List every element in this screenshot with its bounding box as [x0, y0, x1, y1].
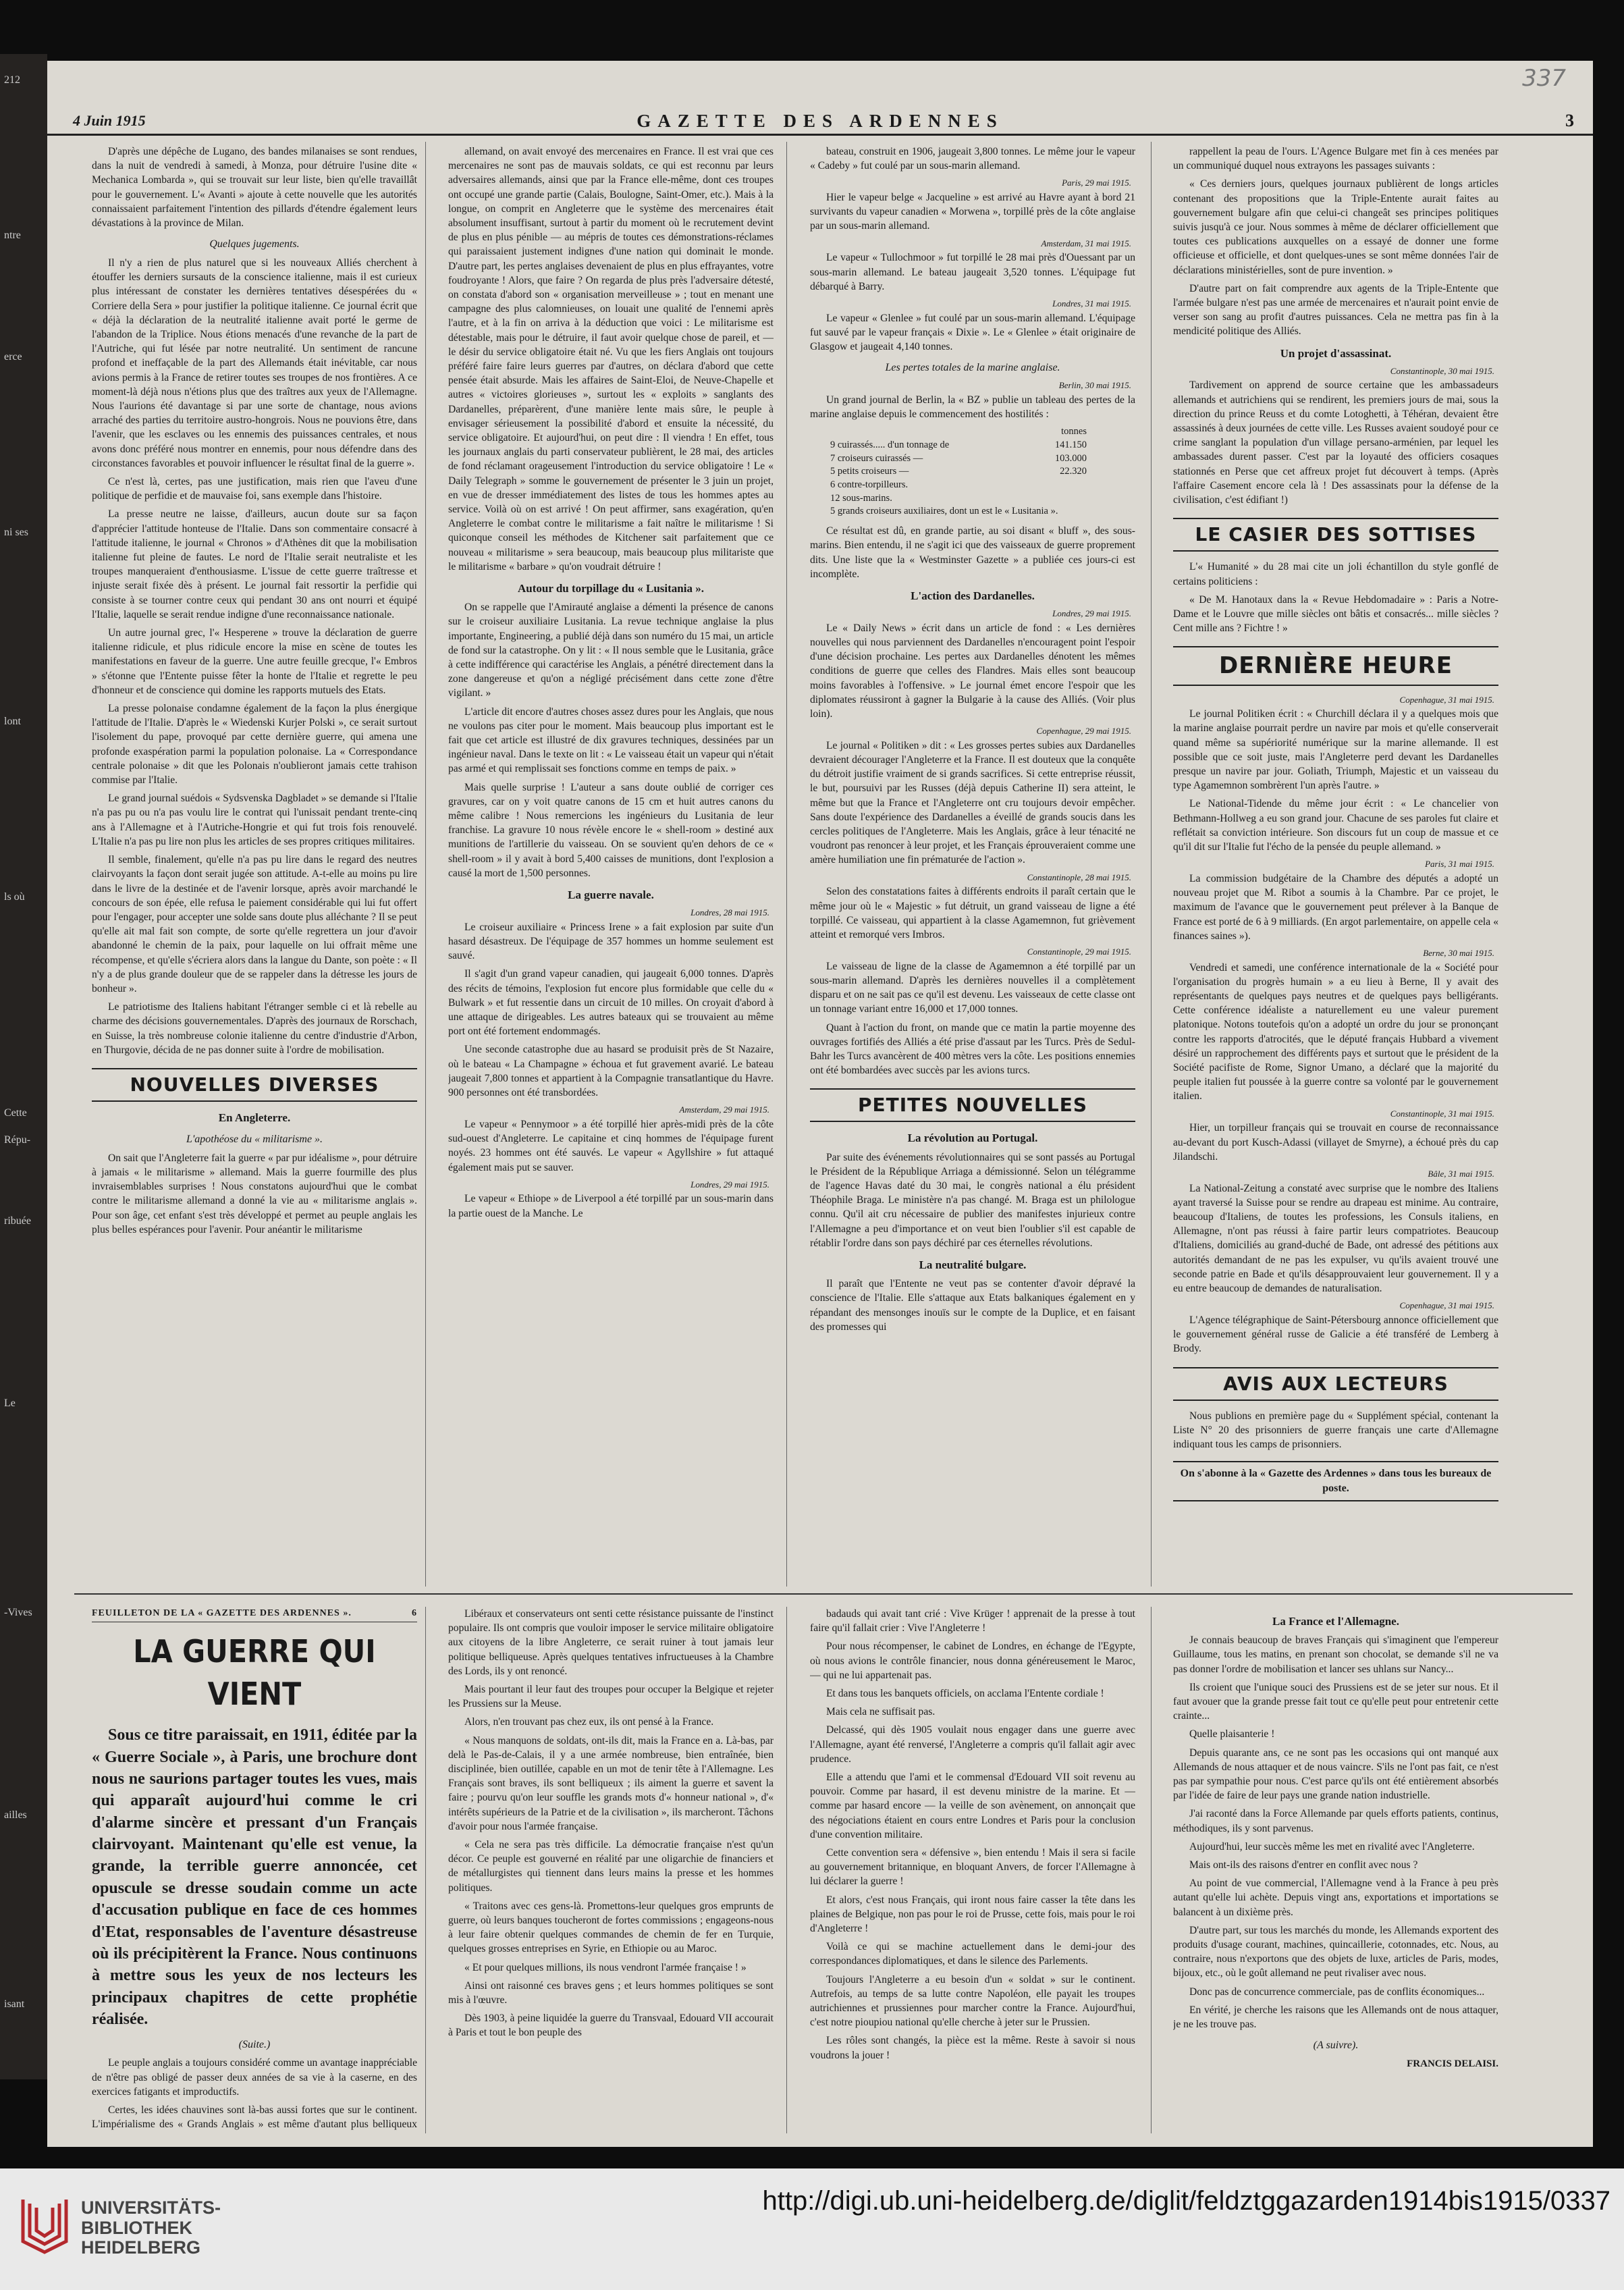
newspaper-title: GAZETTE DES ARDENNES: [637, 111, 1004, 131]
article-paragraph: Le vaisseau de ligne de la classe de Agamemnon a été torpillé par un sous-marin allemand. D'après les dernières nouvelles il a complètement disparu et on ne sait pas ce qu'il est devenu. Les vaisseaux de cette classe ont un tonnage variant entre 16,000 et 17,000 tonnes.: [810, 960, 1135, 1015]
binding-fragment: 212: [4, 74, 20, 86]
permalink-url[interactable]: http://digi.ub.uni-heidelberg.de/diglit/feldztggazarden1914bis1915/0337: [762, 2186, 1611, 2216]
page-number: 3: [1565, 111, 1574, 130]
dateline: Constantinople, 31 mai 1915.: [1390, 1108, 1494, 1119]
article-paragraph: Il semble, finalement, qu'elle n'a pas pu lire dans le regard des neutres clairvoyants la façon dont serait jugée son attitude. A-t-elle au moins pu lire dans le livre de la destinée et de l'avenir lorsque, après avoir marchandé le concours de son épée, elle refusa le paiement considérable qui lui fut offert pour l'engager, pour accepter une solde sans doute plus alléchante ? Il se peut qu'elle ait mal fait son compte, de sorte qu'elle regrettera un jour d'avoir abandonné le chemin de la paix, pour laquelle on lui offrait même une récompense, et qu'elle s'écriera alors dans la langue du Dante, son poète : « Il n'y a de plus grande douleur que de se rappeler dans la détresse les jours de bonheur ».: [92, 854, 417, 994]
article-paragraph: « Nous manquons de soldats, ont-ils dit, mais la France en a. Là-bas, par delà le Pas-de-Calais, il y a une armée nombreuse, bien entraînée, bien disciplinée, bien outillée, capable en un mot de tenir tête à l'Allemagne. Les Français sont braves, ils sont belliqueux ; ils aiment la guerre et savent la faire ; pourvu qu'on leur souffle les grands mots d'« honneur national », d'« intérêts supérieurs de la Patrie et de la civilisation », ils marcheront. Tâchons d'avoir pour nous l'armée française.: [448, 1734, 774, 1832]
feuilleton-header: FEUILLETON DE LA « GAZETTE DES ARDENNES ». 6: [92, 1607, 417, 1622]
article-paragraph: Le vapeur « Pennymoor » a été torpillé hier après-midi près de la côte sud-ouest d'Angleterre. Le capitaine et cinq hommes de l'équipage furent noyés. 23 hommes ont été sauvés. Le vapeur « Agyllshire » fut attaqué également mais put se sauver.: [448, 1118, 774, 1173]
tally-row: 6 contre-torpilleurs.: [830, 479, 909, 490]
article-paragraph: Le vapeur « Ethiope » de Liverpool a été torpillé par un sous-marin dans la partie ouest de la Manche. Le: [448, 1193, 774, 1219]
dateline: Copenhague, 29 mai 1915.: [1036, 726, 1131, 737]
tally-row: 5 petits croiseurs — 22.320: [830, 466, 1087, 477]
issue-date: 4 Juin 1915: [73, 112, 146, 129]
article-paragraph: allemand, on avait envoyé des mercenaires en France. Il est vrai que ces mercenaires ne sont pas de mauvais soldats, ce qui est reconnu par leurs adversaires allemands, ainsi que par la France elle-même, dont ces troupes ont occupé une grande partie (Calais, Boulogne, Saint-Omer, etc.). Mais à la longue, on comprit en Angleterre que le système des mercenaires était absolument insuffisant, surtout à partir du moment où le recrutement devint de plus en plus pénible — au mépris de toutes ces démonstrations-réclames qui paraissaient justement indignes d'une nation qui dominait le monde. D'autre part, les pertes anglaises devenaient de plus en plus effrayantes, votre foudroyante ! Alors, que faire ? On regarda de plus près l'adversaire détesté, on constata d'abord son « organisation merveilleuse » ; tout en menant une campagne des plus calomnieuses, on louait une qualité de l'ennemi après l'autre, et à la fin on arriva à la déduction que voici : Le militarisme est détestable, mais pour le détruire, il faut avoir quelque chose de pareil, et — le désir du service obligatoire était né. Vu que les fiers Anglais ont toujours préféré faire faire leurs guerres par d'autres, on déclara d'abord que cette pensée était absurde. Mais les affaires de Saint-Eloi, de Neuve-Chapelle et autres « victoires glorieuses », surtout les « exploits » sanglants des Dardanelles, préparèrent, d'une manière lente mais sûre, le peuple à envisager sérieusement la possibilité d'abord et ensuite la nécessité, du service obligatoire. Et aujourd'hui, on peut dire : Il viendra ! En effet, tous les journaux anglais du parti conservateur publièrent, le 28 mai, des articles de fond réclamant orageusement l'introduction du service obligatoire ! Le « Daily Telegraph » somme le gouvernement de présenter le 3 juin un projet, en vue de dresser immédiatement des listes de tous les hommes aptes au service. Voilà où on est arrivé ! On peut affirmer, sans exagération, qu'en Angleterre le combat contre le militarisme a fait naître le militarisme ! Si quiconque conseil les méthodes de Kitchener sait parfaitement que ce nouveau « militarisme » sera beaucoup, mais beaucoup plus militariste que le militarisme « barbare » qu'on voudrait détruire !: [448, 146, 774, 572]
binding-fragment: erce: [4, 351, 22, 363]
article-paragraph: Le journal Politiken écrit : « Churchill déclara il y a quelques mois que la marine anglaise pourrait perdre un navire par mois et qu'elle conserverait quand même sa supériorité numérique sur la marine allemande. Il est possible que ce soit juste, mais l'Angleterre perd devant les Dardanelles presque un navire par jour. Goliath, Triumph, Majestic et un vaisseau du type Agamemnon sombrèrent l'un après l'autre. »: [1173, 708, 1498, 792]
article-paragraph: badauds qui avait tant crié : Vive Krüger ! apprenait de la presse à tout faire qu'il fallait crier : Vive l'Angleterre !: [810, 1608, 1135, 1634]
article-paragraph: Depuis quarante ans, ce ne sont pas les occasions qui ont manqué aux Allemands de nous attaquer et de nous vaincre. S'ils ne l'ont pas fait, ce n'est pas par sympathie pour nous. C'est parce qu'ils ont été entièrement absorbés par l'idée de faire de leur pays une grande nation industrielle.: [1173, 1747, 1498, 1802]
article-paragraph: Le vapeur « Glenlee » fut coulé par un sous-marin allemand. L'équipage fut sauvé par le vapeur français « Dixie ». Le « Glenlee » était originaire de Glasgow et jaugeait 4,140 tonnes.: [810, 312, 1135, 353]
dateline: Berlin, 30 mai 1915.: [1058, 380, 1131, 390]
column-rule: [1151, 142, 1152, 1587]
subheading-pertes-totales: Les pertes totales de la marine anglaise.: [885, 362, 1060, 374]
article-paragraph: Il paraît que l'Entente ne veut pas se contenter d'avoir dépravé la conscience de l'Italie. Elle s'attaque aux Etats balkaniques également en y répandant des mensonges inouïs sur le compte de la Duplice, et en faisant des promesses qui: [810, 1278, 1135, 1333]
column-3: [810, 144, 1135, 1589]
subscription-notice: On s'abonne à la « Gazette des Ardennes » dans tous les bureaux de poste.: [1173, 1461, 1498, 1501]
article-paragraph: Toujours l'Angleterre a eu besoin d'un « soldat » sur le continent. Autrefois, au temps de sa lutte contre Napoléon, elle payait les troupes autrichiennes et prussiennes pour marcher contre la France. Aujourd'hui, c'est notre pioupiou national qu'elle cherche à jeter sur le Prussien.: [810, 1973, 1135, 2029]
library-logo-icon: [18, 2194, 72, 2255]
article-paragraph: « Et pour quelques millions, ils nous vendront l'armée française ! »: [464, 1961, 747, 1973]
article-paragraph: D'autre part, sur tous les marchés du monde, les Allemands exportent des produits d'usage courant, machines, quincaillerie, cotonnades, etc. Nous, au contraire, nous n'exportons que des objets de luxe, articles de Paris, modes, bijoux, etc., où le goût allemand ne peut rivaliser avec nous.: [1173, 1924, 1498, 1979]
article-paragraph: Mais ont-ils des raisons d'entrer en conflit avec nous ?: [1189, 1859, 1418, 1871]
author-signature: FRANCIS DELAISI.: [1407, 2058, 1498, 2069]
binding-fragment: Répu-: [4, 1134, 31, 1146]
feuilleton-column-4: [1173, 1607, 1498, 2133]
section-petites-nouvelles: PETITES NOUVELLES: [810, 1088, 1135, 1122]
article-paragraph: On sait que l'Angleterre fait la guerre « par pur idéalisme », pour détruire à jamais « le militarisme » allemand. Mais la guerre fourmille des plus invraisemblables surprises ! Nous constatons aujourd'hui que le combat contre le militarisme allemand a donné la vie au « militarisme anglais ». Pour son âge, cet enfant s'est très développé et permet au peuple anglais les plus belles espérances pour l'avenir. Pour anéantir le militarisme: [92, 1152, 417, 1235]
dateline: Londres, 31 mai 1915.: [1052, 298, 1131, 309]
binding-fragment: ls où: [4, 891, 25, 903]
article-paragraph: Tardivement on apprend de source certaine que les ambassadeurs allemands et autrichiens qui se rendirent, les premiers jours de mai, sous la direction du prince Reuss et du comte Lotoghetti, à Téhéran, devaient être assassinés à deux journées de cette ville. Les Russes avaient soudoyé pour ce crime sanglant la population d'un village persano-arménien, par lequel les ambassades durent passer. C'est par la loyauté des officiers cosaques stationnés en Perse que cet affreux projet fut découvert à temps. (Après l'affaire Casement encore cela là ! Des assassinats pour la défense de la civilisation, c'est édifiant !): [1173, 379, 1498, 506]
article-paragraph: Le vapeur « Tullochmoor » fut torpillé le 28 mai près d'Ouessant par un sous-marin allemand. Le bateau jaugeait 3,520 tonnes. L'équipage fut débarqué à Barry.: [810, 252, 1135, 292]
article-paragraph: « Cela ne sera pas très difficile. La démocratie française n'est qu'un décor. Ce peuple est gouverné en réalité par une oligarchie de financiers et de métallurgistes qui tiennent dans leurs mains la presse et les hommes politiques.: [448, 1839, 774, 1894]
article-paragraph: Un grand journal de Berlin, la « BZ » publie un tableau des pertes de la marine anglaise depuis le commencement des hostilités :: [810, 394, 1135, 420]
feuilleton-rule: [74, 1593, 1573, 1595]
binding-fragment: lont: [4, 716, 21, 727]
dateline: Paris, 29 mai 1915.: [1062, 178, 1131, 188]
article-paragraph: Libéraux et conservateurs ont senti cette résistance puissante de l'instinct populaire. Ils ont compris que vouloir imposer le service militaire obligatoire aux citoyens de la libre Angleterre, ce serait ruiner à tout jamais leur politique belliqueuse. Après quelques tentatives infructueuses à la Chambre des Lords, ils y ont renoncé.: [448, 1608, 774, 1677]
article-paragraph: Les rôles sont changés, la pièce est la même. Reste à savoir si nous voudrons la jouer !: [810, 2035, 1135, 2061]
losses-table: [830, 425, 1135, 518]
article-paragraph: En vérité, je cherche les raisons que les Allemands ont de nous attaquer, je ne les trouve pas.: [1173, 2004, 1498, 2030]
section-nouvelles-diverses: NOUVELLES DIVERSES: [92, 1068, 417, 1102]
section-avis-lecteurs: AVIS AUX LECTEURS: [1173, 1367, 1498, 1401]
column-rule: [425, 1607, 426, 2133]
article-paragraph: Mais cela ne suffisait pas.: [826, 1706, 936, 1718]
binding-fragment: Cette: [4, 1107, 27, 1119]
subheading-assassinat: Un projet d'assassinat.: [1280, 346, 1392, 360]
column-2: [448, 144, 774, 1589]
article-paragraph: Nous publions en première page du « Supplément spécial, contenant la Liste N° 20 des prisonniers de guerre français une carte d'Allemagne indiquant tous les camps de prisonniers.: [1173, 1410, 1498, 1451]
article-paragraph: Selon des constatations faites à différents endroits il paraît certain que le même jour où le « Majestic » fut détruit, un grand vaisseau de ligne a été torpillé. Ce vaisseau, qui appartient à la classe Agamemnon, fut grièvement atteint et remorqué vers Imbros.: [810, 886, 1135, 940]
newspaper-page: [47, 61, 1593, 2147]
article-paragraph: Ce n'est là, certes, pas une justification, mais rien que l'aveu d'une politique de perfidie et de mauvaise foi, sans exemple dans l'histoire.: [92, 476, 417, 502]
subheading-dardanelles: L'action des Dardanelles.: [911, 589, 1035, 602]
section-casier-sottises: LE CASIER DES SOTTISES: [1173, 518, 1498, 552]
subheading-jugements: Quelques jugements.: [209, 238, 300, 250]
dateline: Constantinople, 29 mai 1915.: [1027, 947, 1131, 957]
binding-strip: [0, 54, 47, 2079]
subheading-angleterre: En Angleterre.: [218, 1111, 291, 1125]
article-paragraph: Ainsi ont raisonné ces braves gens ; et leurs hommes politiques se sont mis à l'œuvre.: [448, 1979, 774, 2006]
column-4: [1173, 144, 1498, 1589]
article-paragraph: Delcassé, qui dès 1905 voulait nous engager dans une guerre avec l'Allemagne, ayant été renversé, l'Angleterre a compris qu'il fallait agir avec prudence.: [810, 1724, 1135, 1765]
article-paragraph: J'ai raconté dans la Force Allemande par quels efforts patients, continus, méthodiques, ils y sont parvenus.: [1173, 1808, 1498, 1834]
article-paragraph: Donc pas de concurrence commerciale, pas de conflits économiques...: [1189, 1986, 1485, 1998]
article-paragraph: On se rappelle que l'Amirauté anglaise a démenti la présence de canons sur le croiseur auxiliaire Lusitania. La revue technique anglaise la plus importante, Engineering, a publié déjà dans son numéro du 15 mai, un article de fond sur la catastrophe. On y lit : « Il nous semble que le Lusitania, grâce à cette indifférence qui caractérise les Anglais, a pénétré directement dans la zone dangereuse et qu'on a négligé précisément dans cette zone d'être vigilant. »: [448, 602, 774, 699]
article-paragraph: rappellent la peau de l'ours. L'Agence Bulgare met fin à ces menées par un communiqué duquel nous extrayons les passages suivants :: [1173, 146, 1498, 172]
dateline: Paris, 31 mai 1915.: [1425, 859, 1494, 870]
article-paragraph: « Ces derniers jours, quelques journaux publièrent de longs articles contenant des propositions que la Triple-Entente aurait faites au gouvernement bulgare afin que celui-ci changeât ses principes politiques suivis jusqu'à ce jour. Nous sommes à même de déclarer officiellement que toutes ces publications auxquelles on a essayé de donner une forme officieuse et officielle, et dont quelques-unes se sont même données l'air de déclarations ministérielles, sont de pure invention. »: [1173, 178, 1498, 276]
archive-folio-number: 337: [1522, 65, 1566, 92]
article-paragraph: D'après une dépêche de Lugano, des bandes milanaises se sont rendues, dans la nuit de vendredi à samedi, à Monza, pour détruire l'usine dite « Mechanica Lombarda », qui se trouvait sur leur liste, bien qu'elle travaillât pour le gouvernement. L'« Avanti » ajoute à cette nouvelle que les autorités connaissaient parfaitement l'intention des pillards d'étendre également leurs dévastations à la province de Milan.: [92, 146, 417, 230]
dateline: Londres, 29 mai 1915.: [691, 1179, 769, 1190]
tally-row: 9 cuirassés..... d'un tonnage de 141.150: [830, 439, 1087, 450]
binding-fragment: ntre: [4, 230, 21, 241]
feuilleton-lead: Sous ce titre paraissait, en 1911, éditée par la « Guerre Sociale », à Paris, une brochure dont nous ne saurions partager toutes les vues, mais qui apparaît aujourd'hui comme le cri d'alarme sincère et pressant d'un Français clairvoyant. Maintenant qu'elle est venue, la grande, la terrible guerre annoncée, cet opuscule se dresse soudain comme un acte d'accusation publique en face de ces hommes d'Etat, responsables de l'aventure désastreuse où ils précipitèrent la France. Nous continuons à mettre sous les yeux de nos lecteurs les principaux chapitres de cette prophétie réalisée.: [92, 1726, 417, 2029]
article-paragraph: Ils croient que l'unique souci des Prussiens est de se jeter sur nous. Et il faut avouer que la grande presse fait tout ce qu'elle peut pour entretenir cette crainte...: [1173, 1681, 1498, 1722]
subheading-apotheose: L'apothéose du « militarisme ».: [186, 1134, 323, 1146]
column-rule: [786, 1607, 787, 2133]
article-paragraph: Le patriotisme des Italiens habitant l'étranger semble ci et là rebelle au charme des décisions gouvernementales. D'après des journaux de Rorschach, en Suisse, la très nombreuse colonie italienne du centre d'industrie d'Arbon, en Thurgovie, décida de ne pas donner suite à l'ordre de mobilisation.: [92, 1001, 417, 1056]
article-paragraph: Le « Daily News » écrit dans un article de fond : « Les dernières nouvelles qui nous parviennent des Dardanelles n'encouragent point l'espoir d'une décision prochaine. Les pertes aux Dardanelles dénotent les mêmes conditions de guerre que celles des Flandres. Mais elles sont beaucoup moins favorables à l'offensive. » Le journal émet encore l'espoir que les diplomates réussiront à gagner la Bulgarie à la cause des Alliés. (Voir plus loin).: [810, 622, 1135, 720]
article-paragraph: Certes, les idées chauvines sont là-bas aussi fortes que sur le continent. L'impérialisme des « Grands Anglais » est même d'autant plus belliqueux: [92, 2104, 417, 2131]
article-paragraph: Le grand journal suédois « Sydsvenska Dagbladet » se demande si l'Italie n'a pas pu ou n'a pas voulu lire le contrat qui l'unissait pendant trente-cinq ans à l'Allemagne et à l'Autriche-Hongrie et qui fut trois fois renouvelé. L'Italie n'a pas pu lire non plus les articles de ses propres critiques militaires.: [92, 793, 417, 847]
section-derniere-heure: DERNIÈRE HEURE: [1173, 646, 1498, 685]
feuilleton-continued: (A suivre).: [1313, 2040, 1359, 2052]
article-paragraph: Quant à l'action du front, on mande que ce matin la partie moyenne des ouvrages fortifiés des Alliés a été prise d'assaut par les Turcs. Près de Sedul-Bahr les Turcs avancèrent de 400 mètres vers la côte. Les positions ennemies ont été bombardées avec succès par les avions turcs.: [810, 1021, 1135, 1077]
tally-row: 12 sous-marins.: [830, 492, 892, 504]
article-paragraph: La National-Zeitung a constaté avec surprise que le nombre des Italiens ayant traversé la Suisse pour se rendre au drapeau est minime. Au contraire, beaucoup d'Italiens, de toutes les professions, les Consuls italiens, en Allemagne, n'ont pas réussi à faire partir leurs compatriotes. Beaucoup d'Italiens, domiciliés au grand-duché de Bade, ont adressé des pétitions aux autorités demandant de ne pas les expulser, vu qu'ils avaient trouvé une seconde patrie en Bade et qu'ils désapprouvaient leur gouvernement. Il y a eu entre beaucoup de demandes de naturalisation.: [1173, 1182, 1498, 1295]
article-paragraph: Et alors, c'est nous Français, qui iront nous faire casser la tête dans les plaines de Belgique, non pas pour le roi de Prusse, cette fois, mais pour le roi d'Angleterre !: [810, 1894, 1135, 1935]
article-paragraph: Mais quelle surprise ! L'auteur a sans doute oublié de corriger ces gravures, car on y voit quatre canons de 15 cm et huit autres canons du même calibre ! Nous remercions les ingénieurs du Lusitania de leur franchise. La gravure 10 nous révèle encore le « shell-room » destiné aux munitions de l'artillerie du vaisseau. On se souvient qu'en dehors de ce « shell-room » il y avait à bord 5,400 caisses de munitions, dont l'explosion a causé la mort de 1,500 personnes.: [448, 781, 774, 879]
article-paragraph: Hier, un torpilleur français qui se trouvait en course de reconnaissance au-devant du port Kusch-Adassi (villayet de Smyrne), a échoué près du cap Jilandschi.: [1173, 1122, 1498, 1163]
dateline: Amsterdam, 29 mai 1915.: [679, 1104, 769, 1115]
article-paragraph: L'« Humanité » du 28 mai cite un joli échantillon du style gonflé de certains politiciens :: [1173, 561, 1498, 587]
column-rule: [1151, 1607, 1152, 2133]
article-paragraph: Aujourd'hui, leur succès même les met en rivalité avec l'Angleterre.: [1189, 1840, 1475, 1853]
article-paragraph: « Traitons avec ces gens-là. Promettons-leur quelques gros emprunts de guerre, où leurs banques toucheront de fortes commissions ; engageons-nous à leur faire obtenir quelques commandes de chemin de fer en Turquie, quelques grosses entreprises en Syrie, en Ethiopie ou au Maroc.: [448, 1900, 774, 1955]
article-paragraph: Pour nous récompenser, le cabinet de Londres, en échange de l'Egypte, où nous avions le contrôle financier, nous donna généreusement le Maroc, — qui ne lui appartenait pas.: [810, 1641, 1135, 1681]
article-paragraph: Le peuple anglais a toujours considéré comme un avantage inappréciable de n'être pas obligé de passer deux années de sa vie à la caserne, en des exercices fatigants et improductifs.: [92, 2057, 417, 2098]
tally-row: 7 croiseurs cuirassés — 103.000: [830, 452, 1087, 464]
article-paragraph: Un autre journal grec, l'« Hesperene » trouve la déclaration de guerre italienne ridicule, et plus ridicule encore la mise en scène de toutes les manifestations en faveur de la guerre. Une autre feuille grecque, l'« Embros » s'étonne que l'Entente puisse fêter la honte de l'Italie et regrette le peu d'honneur et de conscience qui domine les rapports mutuels des Etats.: [92, 627, 417, 696]
dateline: Copenhague, 31 mai 1915.: [1399, 694, 1494, 705]
binding-fragment: ribuée: [4, 1215, 31, 1227]
article-paragraph: Vendredi et samedi, une conférence internationale de la « Société pour l'organisation du progrès humain » a eu lieu à Berne, Il y avait des représentants de quelques pays neutres et de quelques pays belligérants. Cette conférence idéaliste a naturellement eu une valeur purement platonique. Notons toutefois qu'on a adopté un ordre du jour se prononçant contre les rapports d'atrocités, que le député français Hubbard a vivement désiré un rapprochement des différents pays et surtout que le président de la Société pacifiste de Rome, Signor Umano, a déclaré que la majorité du peuple italien fut poussée à la guerre contre sa volonté par le gouvernement italien.: [1173, 961, 1498, 1102]
feuilleton-suite: (Suite.): [238, 2038, 271, 2050]
dateline: Londres, 28 mai 1915.: [691, 907, 769, 918]
dateline: Amsterdam, 31 mai 1915.: [1041, 238, 1131, 248]
dateline: Copenhague, 31 mai 1915.: [1399, 1300, 1494, 1311]
article-paragraph: Voilà ce qui se machine actuellement dans le demi-jour des correspondances diplomatiques, et dans le silence des Parlements.: [810, 1941, 1135, 1967]
tally-unit: tonnes: [1061, 426, 1087, 437]
subheading-bulgarie: La neutralité bulgare.: [919, 1258, 1027, 1272]
article-paragraph: Hier le vapeur belge « Jacqueline » est arrivé au Havre ayant à bord 21 survivants du vapeur canadien « Morwena », torpillé près de la côte anglaise par un sous-marin allemand.: [810, 192, 1135, 232]
binding-fragment: isant: [4, 1998, 25, 2010]
feuilleton-column-3: [810, 1607, 1135, 2133]
feuilleton-column-2: [448, 1607, 774, 2133]
column-rule: [425, 142, 426, 1587]
article-paragraph: Dès 1903, à peine liquidée la guerre du Transvaal, Edouard VII accourait à Paris et tout le bon peuple des: [448, 2013, 774, 2039]
subheading-guerre-navale: La guerre navale.: [568, 888, 654, 902]
binding-fragment: ailles: [4, 1809, 27, 1821]
article-paragraph: Il s'agit d'un grand vapeur canadien, qui jaugeait 6,000 tonnes. D'après des récits de témoins, l'explosion fut encore plus formidable que celle du « Bulwark » et fut ressentie dans un circuit de 10 milles. On croyait d'abord à une attaque de dirigeables. Les autres bateaux qui se trouvaient au même port ont été fortement endommagés.: [448, 968, 774, 1038]
subheading-lusitania: Autour du torpillage du « Lusitania ».: [517, 582, 704, 595]
article-paragraph: Cette convention sera « défensive », bien entendu ! Mais il sera si facile au gouvernement britannique, en bloquant Anvers, de forcer l'Allemagne à lui déclarer la guerre !: [810, 1847, 1135, 1888]
article-paragraph: Alors, n'en trouvant pas chez eux, ils ont pensé à la France.: [464, 1716, 714, 1728]
article-paragraph: Et dans tous les banquets officiels, on acclama l'Entente cordiale !: [826, 1688, 1104, 1700]
article-paragraph: Le National-Tidende du même jour écrit : « Le chancelier von Bethmann-Hollweg a eu son grand jour. Chacune de ses paroles fut claire et reflétait sa conviction intérieure. Son discours fut un coup de massue et ce qu'il dit sur l'Italie fut l'écho de la pensée du peuple allemand. »: [1173, 798, 1498, 853]
article-paragraph: Par suite des événements révolutionnaires qui se sont passés au Portugal le Président de la République Arriaga a démissionné. Selon un télégramme de l'agence Havas daté du 30 mai, le congrès national a élu président Théophile Braga. Le ministère n'a pas changé. M. Braga est un philologue connu. Qu'il ait cru nécessaire de publier des manifestes injurieux contre l'Allemagne a peu d'importance et on veut bien l'oublier s'il est capable de rétablir l'ordre dans son pays déchiré par ces éternelles révolutions.: [810, 1151, 1135, 1249]
feuilleton-title: LA GUERRE QUI VIENT: [133, 1633, 376, 1712]
subheading-france-allemagne: La France et l'Allemagne.: [1272, 1615, 1399, 1628]
article-paragraph: La commission budgétaire de la Chambre des députés a adopté un nouveau projet que M. Ribot a soumis à la Chambre. Par ce projet, le maximum de l'avance que le gouvernement peut prélever à la Banque de France est porté de 6 à 9 milliards. (En argot parlementaire, on appelle cela « finances saines »).: [1173, 872, 1498, 942]
logo-arc-icon: [36, 2208, 53, 2236]
article-paragraph: Le journal « Politiken » dit : « Les grosses pertes subies aux Dardanelles devraient décourager l'Angleterre et la France. Il est douteux que la conquête du détroit justifie vraiment de si grands sacrifices. Si cette entreprise réussit, le but, poursuivi par les Russes (déjà depuis Catherine II) sera atteint, le même but que la France et l'Angleterre ont cru toujours devoir empêcher. Sans doute l'expérience des Dardanelles a éveillé de grands soucis dans les cercles politiques de l'Angleterre. Mais les Anglais, grâce à leur ténacité ne voudront pas renoncer à leur projet, et les Français éprouveraient comme une amère humiliation une fin prématurée de l'action ».: [810, 739, 1135, 866]
column-rule: [786, 142, 787, 1587]
article-paragraph: Quelle plaisanterie !: [1189, 1728, 1275, 1740]
article-paragraph: Il n'y a rien de plus naturel que si les nouveaux Alliés cherchent à étouffer les derniers sursauts de la conscience italienne, mais il est curieux plus intéressant de constater les dernières tentatives désespérées du « Corriere della Sera » pour justifier la politique italienne. Ce journal écrit que « déjà la déclaration de la neutralité italienne avait porté le germe de l'abandon de la Triplice. Nous étions menacés d'une revanche de la part de l'Autriche, qui fut lésée par notre neutralité. Un sentiment de rancune profond et ineffaçable de la part des Allemands était inévitable, car nous avions permis à la France de retirer toutes ses troupes de nos frontières. A ce moment-là déjà nous n'étions plus que des traîtres aux yeux de l'Allemagne. Nous l'aurions été davantage si par une sorte de chantage, nous avions arraché des parties du territoire austro-hongrois. Nous ne pouvions être, dans l'avenir, que les esclaves ou les ennemis des puissances centrales, et nous avons donc préféré nous montrer en ennemis, pour nous défendre dans des circonstances favorables et pouvoir influencer le résultat final de la guerre ».: [92, 257, 417, 469]
article-paragraph: Elle a attendu que l'ami et le commensal d'Edouard VII soit revenu au pouvoir. Comme par hasard, il est devenu ministre de la marine. Et — comme par hasard encore — la veille de son avènement, on annonçait que des négociations étaient en cours entre Londres et Paris pour la conclusion d'une convention militaire.: [810, 1772, 1135, 1840]
column-1: [92, 144, 417, 1589]
subheading-portugal: La révolution au Portugal.: [907, 1131, 1038, 1145]
feuilleton-column-1: [92, 1607, 417, 2133]
dateline: Constantinople, 30 mai 1915.: [1390, 365, 1494, 376]
dateline: Berne, 30 mai 1915.: [1423, 947, 1494, 958]
library-name: UNIVERSITÄTS- BIBLIOTHEK HEIDELBERG: [81, 2198, 221, 2258]
article-paragraph: Le croiseur auxiliaire « Princess Irene » a fait explosion par suite d'un hasard désastreux. De l'équipage de 357 hommes un homme seulement est sauvé.: [448, 921, 774, 962]
dateline: Londres, 29 mai 1915.: [1052, 608, 1131, 619]
article-paragraph: La presse neutre ne laisse, d'ailleurs, aucun doute sur sa façon d'apprécier l'attitude honteuse de l'Italie. Dans son commentaire consacré à l'attitude italienne, le journal « Chronos » d'Athènes dit que la mobilisation italienne fut pleine de fautes. Le nord de l'Italie serait neutraliste et les troupes manqueraient d'enthousiasme. L'issue de cette guerre traîtresse et injuste serait fixée dès à présent. Le journal fait ressortir la perfidie qui consiste à se tourner contre ceux qui pendant 30 ans ont nourri et équipé l'Italie, laquelle se serait rendue indigne d'une reconnaissance nationale.: [92, 508, 417, 620]
article-paragraph: L'Agence télégraphique de Saint-Pétersbourg annonce officiellement que le gouvernement général russe de Galicie a été transféré de Lemberg à Brody.: [1173, 1314, 1498, 1355]
masthead: [47, 109, 1593, 136]
tally-row: 5 grands croiseurs auxiliaires, dont un est le « Lusitania ».: [830, 506, 1058, 517]
article-paragraph: « De M. Hanotaux dans la « Revue Hebdomadaire » : Paris a Notre-Dame et le Louvre que mille siècles ont bâtis et consacrés... mille siècles ? Cent mille ans ? Fichtre ! »: [1173, 593, 1498, 635]
article-paragraph: Au point de vue commercial, l'Allemagne vend à la France à peu près autant qu'elle lui achète. Depuis vingt ans, exportations et importations se balancent à un dixième près.: [1173, 1878, 1498, 1918]
article-paragraph: La presse polonaise condamne également de la façon la plus énergique l'attitude de l'Italie. D'après le « Wiedenski Kurjer Polski », ce serait surtout l'isolement du pape, provoqué par cette dernière guerre, qui amena une profonde exaspération parmi la population polonaise. La « Correspondance centrale polonaise » dit que les Polonais n'oublieront jamais cette trahison commise par l'Italie.: [92, 703, 417, 787]
digitization-footer: [0, 2168, 1624, 2290]
article-paragraph: Mais pourtant il leur faut des troupes pour occuper la Belgique et rejeter les Prussiens sur la Meuse.: [448, 1684, 774, 1710]
article-paragraph: L'article dit encore d'autres choses assez dures pour les Anglais, que nous ne voulons pas citer pour le moment. Mais beaucoup plus important est le fait que cet article est illustré de dix gravures techniques, dessinées par un ingénieur naval. Dans le texte on lit : « Le vaisseau était un vapeur qui n'était pas armé et qui remplissait ses fonctions comme en temps de paix. »: [448, 705, 774, 775]
article-paragraph: Je connais beaucoup de braves Français qui s'imaginent que l'empereur Guillaume, tous les matins, en prenant son chocolat, se demande s'il ne va pas donner l'ordre de mobilisation et lancer ses uhlans sur Nancy...: [1173, 1634, 1498, 1675]
article-paragraph: D'autre part on fait comprendre aux agents de la Triple-Entente que l'armée bulgare n'est pas une armée de mercenaires et n'aurait point envie de verser son sang au profit d'autres puissances. Cela ne mettra pas fin à la mendicité politique des Alliés.: [1173, 282, 1498, 338]
article-paragraph: bateau, construit en 1906, jaugeait 3,800 tonnes. Le même jour le vapeur « Cadeby » fut coulé par un sous-marin allemand.: [810, 146, 1135, 172]
binding-fragment: -Vives: [4, 1607, 32, 1618]
dateline: Constantinople, 28 mai 1915.: [1027, 872, 1131, 882]
article-paragraph: Une seconde catastrophe due au hasard se produisit près de St Nazaire, où le bateau « La Champagne » échoua et fut gravement avarié. Le bateau jaugeait 7,800 tonnes et appartient à la Compagnie transatlantique du Havre. 900 personnes ont été transbordées.: [448, 1044, 774, 1099]
dateline: Bâle, 31 mai 1915.: [1428, 1168, 1494, 1179]
article-paragraph: Ce résultat est dû, en grande partie, au soi disant « bluff », des sous-marins. Bien entendu, il ne s'agit ici que des vaisseaux de guerre proprement dits. Une liste que la « Westminster Gazette » a publiée ces jours-ci est incomplète.: [810, 525, 1135, 580]
binding-fragment: ni ses: [4, 527, 28, 538]
binding-fragment: Le: [4, 1397, 16, 1409]
